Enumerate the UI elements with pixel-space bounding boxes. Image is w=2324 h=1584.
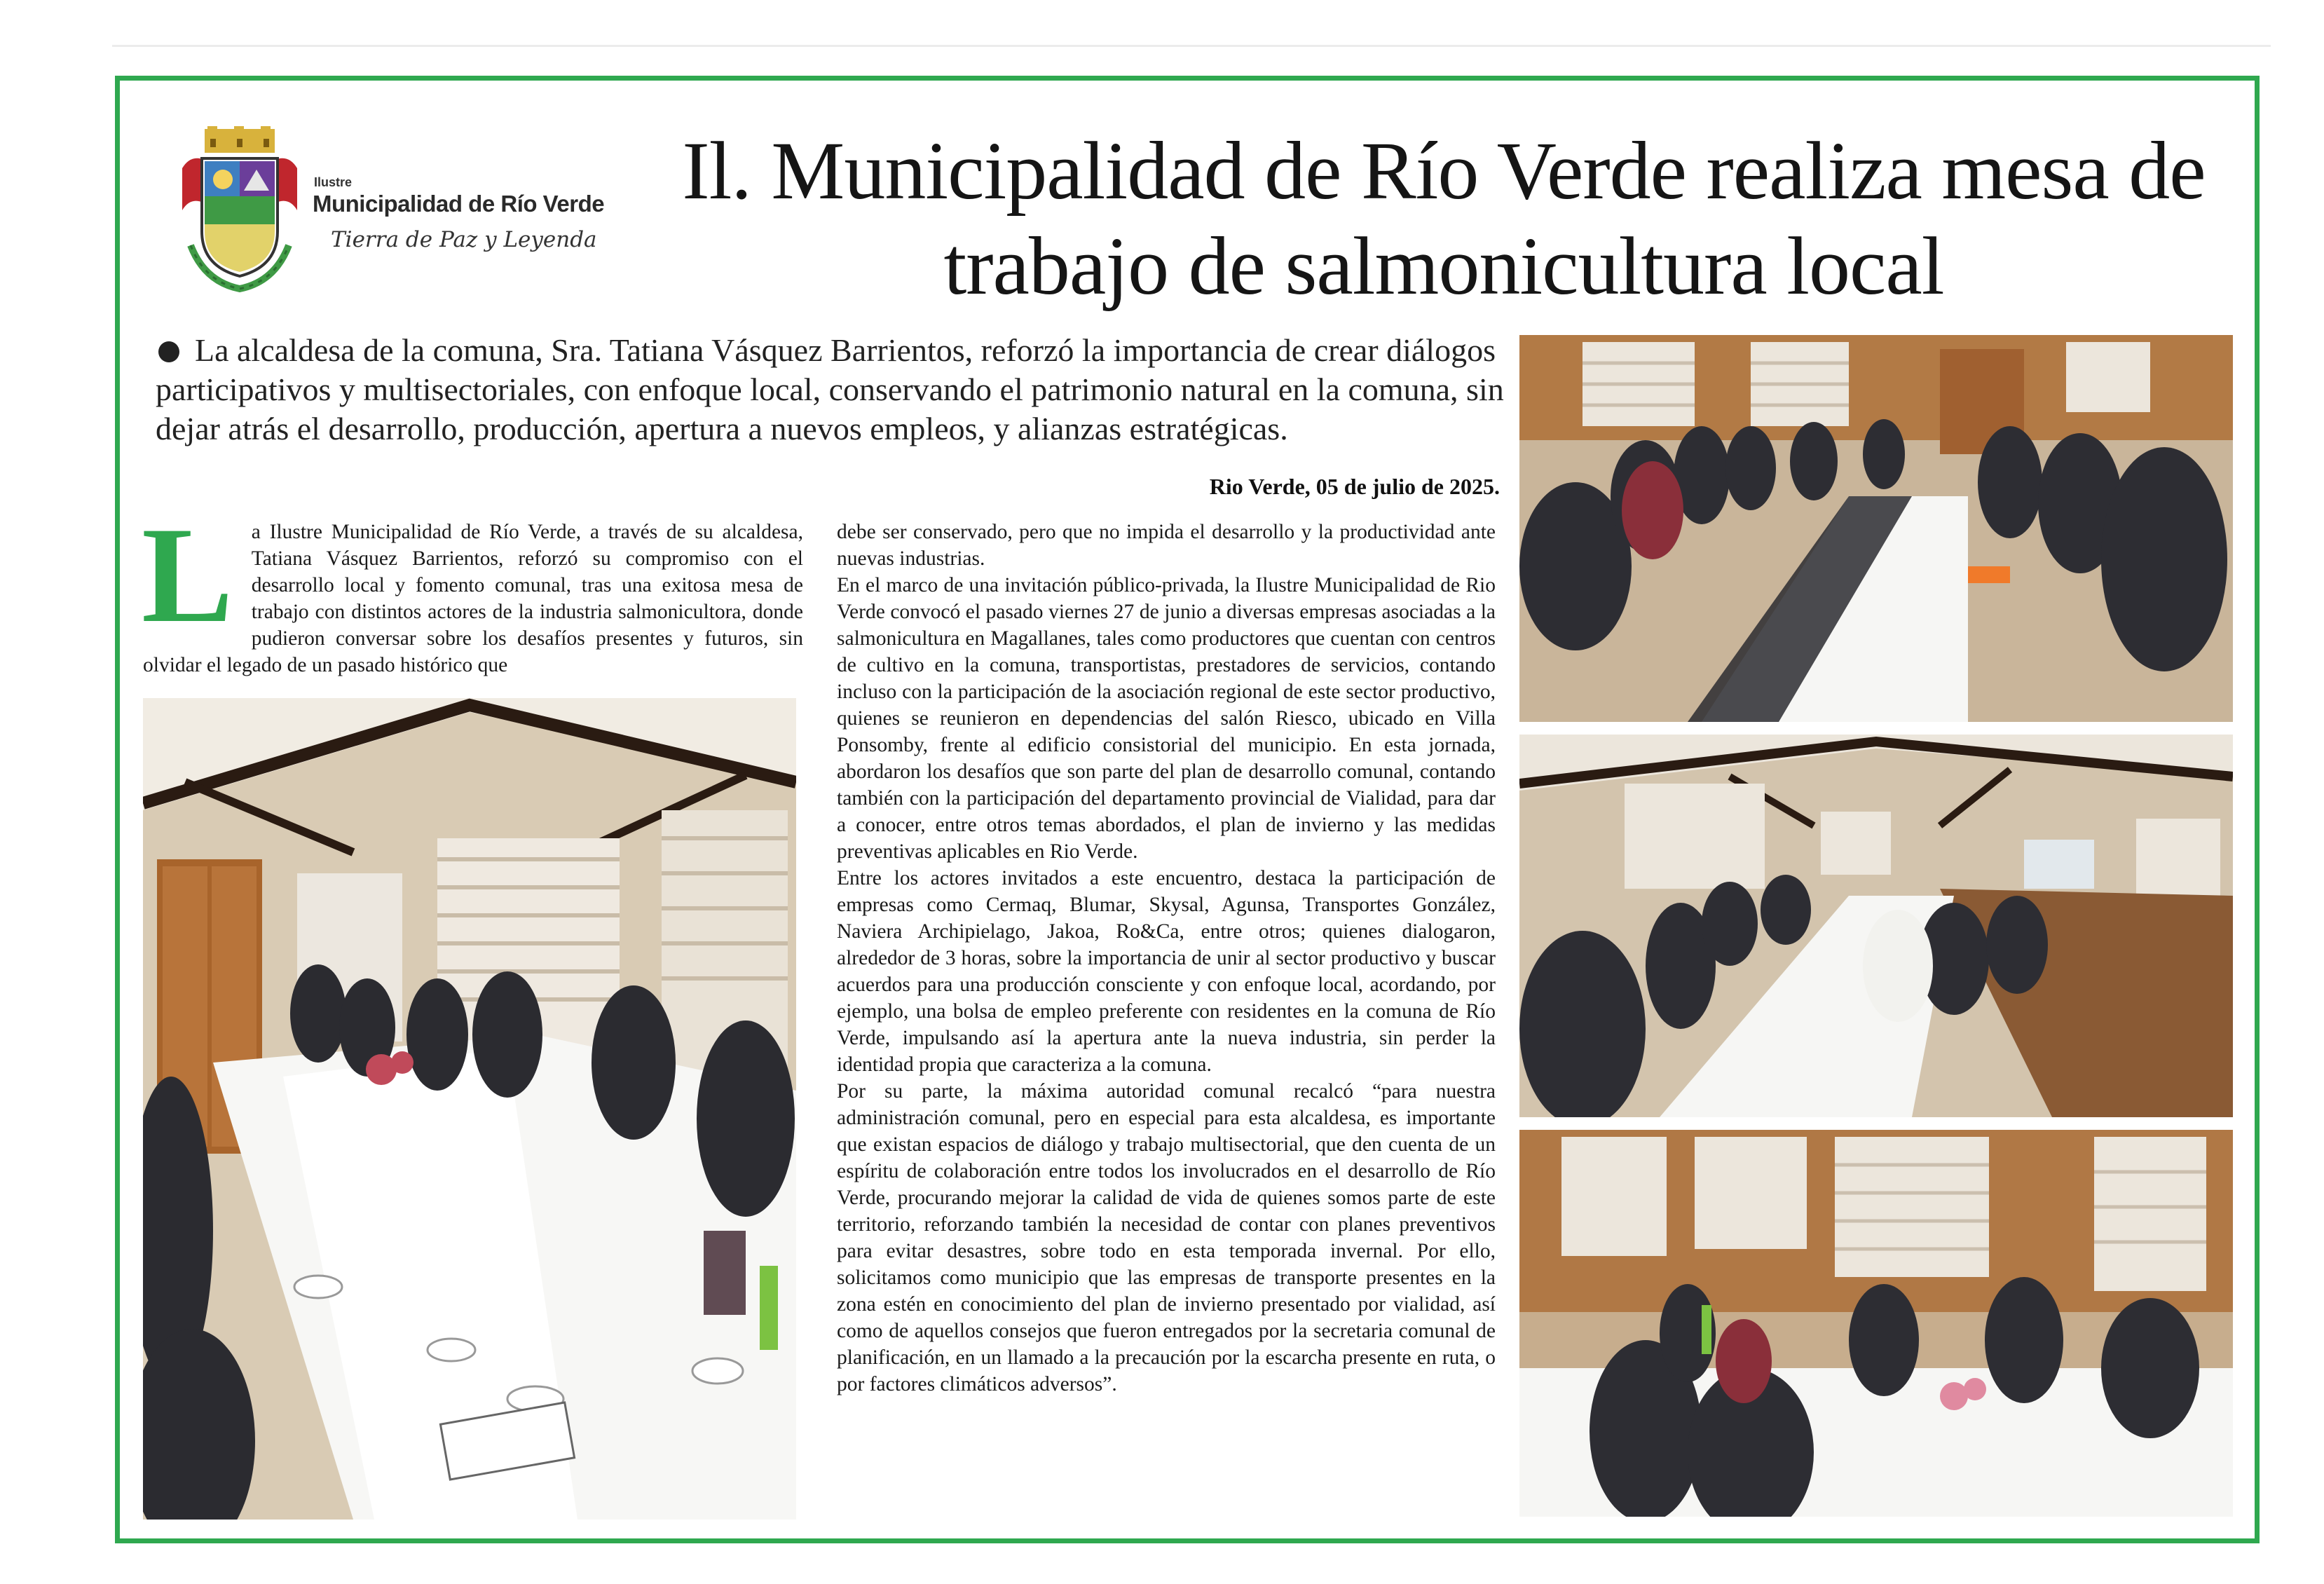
photo-meeting-participants	[1519, 1130, 2233, 1517]
headline-line-2: trabajo de salmonicultura local	[943, 220, 1944, 312]
article-column-1	[142, 499, 803, 678]
photo-meeting-room-main	[143, 698, 796, 1520]
logo-ilustre: Ilustre	[314, 175, 353, 189]
lead-text: La alcaldesa de la comuna, Sra. Tatiana Vásquez Barrientos, reforzó la importancia de crear diálogos participativos y multisectoriales, con enfoque local, conservando el patrimonio natural en la comuna, sin dejar atrás el desarrollo, producción, apertura a nuevos empleos, y alianzas estratégicas.	[156, 332, 1504, 446]
top-rule	[112, 45, 2271, 47]
body-paragraph-3: Entre los actores invitados a este encuentro, destaca la participación de empresas como Cermaq, Blumar, Skysal, Agunsa, Transportes González, Naviera Archipielago, Jakoa, Ro&Ca, entre otros; quienes dialogaron, alrededor de 3 horas, sobre la importancia de unir al sector productivo y buscar acuerdos para una producción consciente y con enfoque local, acordando, por ejemplo, una bolsa de empleo preferente con residentes en la comuna de Río Verde, impulsando así la apertura ante la nueva industria, sin perder la identidad propia que caracteriza a la comuna.	[837, 867, 1496, 1076]
headline	[659, 123, 2229, 314]
bullet-icon	[158, 341, 179, 362]
lead-paragraph	[156, 331, 1529, 449]
body-paragraph-2: En el marco de una invitación público-privada, la Ilustre Municipalidad de Rio Verde convocó el pasado viernes 27 de junio a diversas empresas asociadas a la salmonicultura en Magallanes, tales como productores que cuentan con centros de cultivo en la comuna, transportistas, prestadores de servicios, contando incluso con la participación de la asociación regional de este sector productivo, quienes se reunieron en dependencias del salón Riesco, ubicado en Villa Ponsomby, frente al edificio consistorial del municipio. En esta jornada, abordaron los desafíos que son parte del plan de desarrollo comunal, contando también con la participación del departamento provincial de Vialidad, para dar a conocer, entre otros temas abordados, el plan de invierno y las medidas preventivas aplicables en Rio Verde.	[837, 574, 1496, 863]
dateline: Rio Verde, 05 de julio de 2025.	[1209, 474, 1500, 499]
body-paragraph-1: a Ilustre Municipalidad de Río Verde, a través de su alcaldesa, Tatiana Vásquez Barrientos, reforzó su compromiso con el desarrollo local y fomento comunal, tras una exitosa mesa de trabajo con distintos actores de la industria salmonicultora, donde pudieron conversar sobre los desafíos presentes y futuros, sin olvidar el legado de un pasado histórico que	[143, 521, 803, 676]
municipality-logo	[177, 126, 625, 294]
logo-municipality-name: Municipalidad de Río Verde	[313, 191, 605, 217]
photo-meeting-wide-room	[1519, 735, 2233, 1117]
photo-meeting-table-top	[1519, 335, 2233, 722]
article-column-2	[837, 519, 1496, 1398]
coat-of-arms-icon	[177, 126, 303, 294]
logo-motto: Tierra de Paz y Leyenda	[331, 227, 597, 252]
body-paragraph-4: Por su parte, la máxima autoridad comunal recalcó “para nuestra administración comunal, pero en especial para esta alcaldesa, es importante que existan espacios de diálogo y trabajo multisectorial, que den cuenta de un espíritu de colaboración entre todos los involucrados en el desarrollo de Río Verde, procurando mejorar la calidad de vida de quienes somos parte de este territorio, reforzando también la necesidad de contar con planes preventivos para evitar desastres, sobre todo en esta temporada invernal. Por ello, solicitamos como municipio que las empresas de transporte presentes en la zona estén en conocimiento del plan de invierno presentado por vialidad, así como de aquellos consejos que fueron entregados por la secretaria comunal de planificación, en un llamado a la precaución por la escarcha presente en ruta, o por factores climáticos adversos”.	[837, 1080, 1496, 1395]
body-paragraph-1-continued: debe ser conservado, pero que no impida el desarrollo y la productividad ante nuevas industrias.	[837, 521, 1496, 570]
drop-cap: L	[142, 499, 233, 651]
headline-line-1: Il. Municipalidad de Río Verde realiza mesa de	[682, 125, 2206, 217]
